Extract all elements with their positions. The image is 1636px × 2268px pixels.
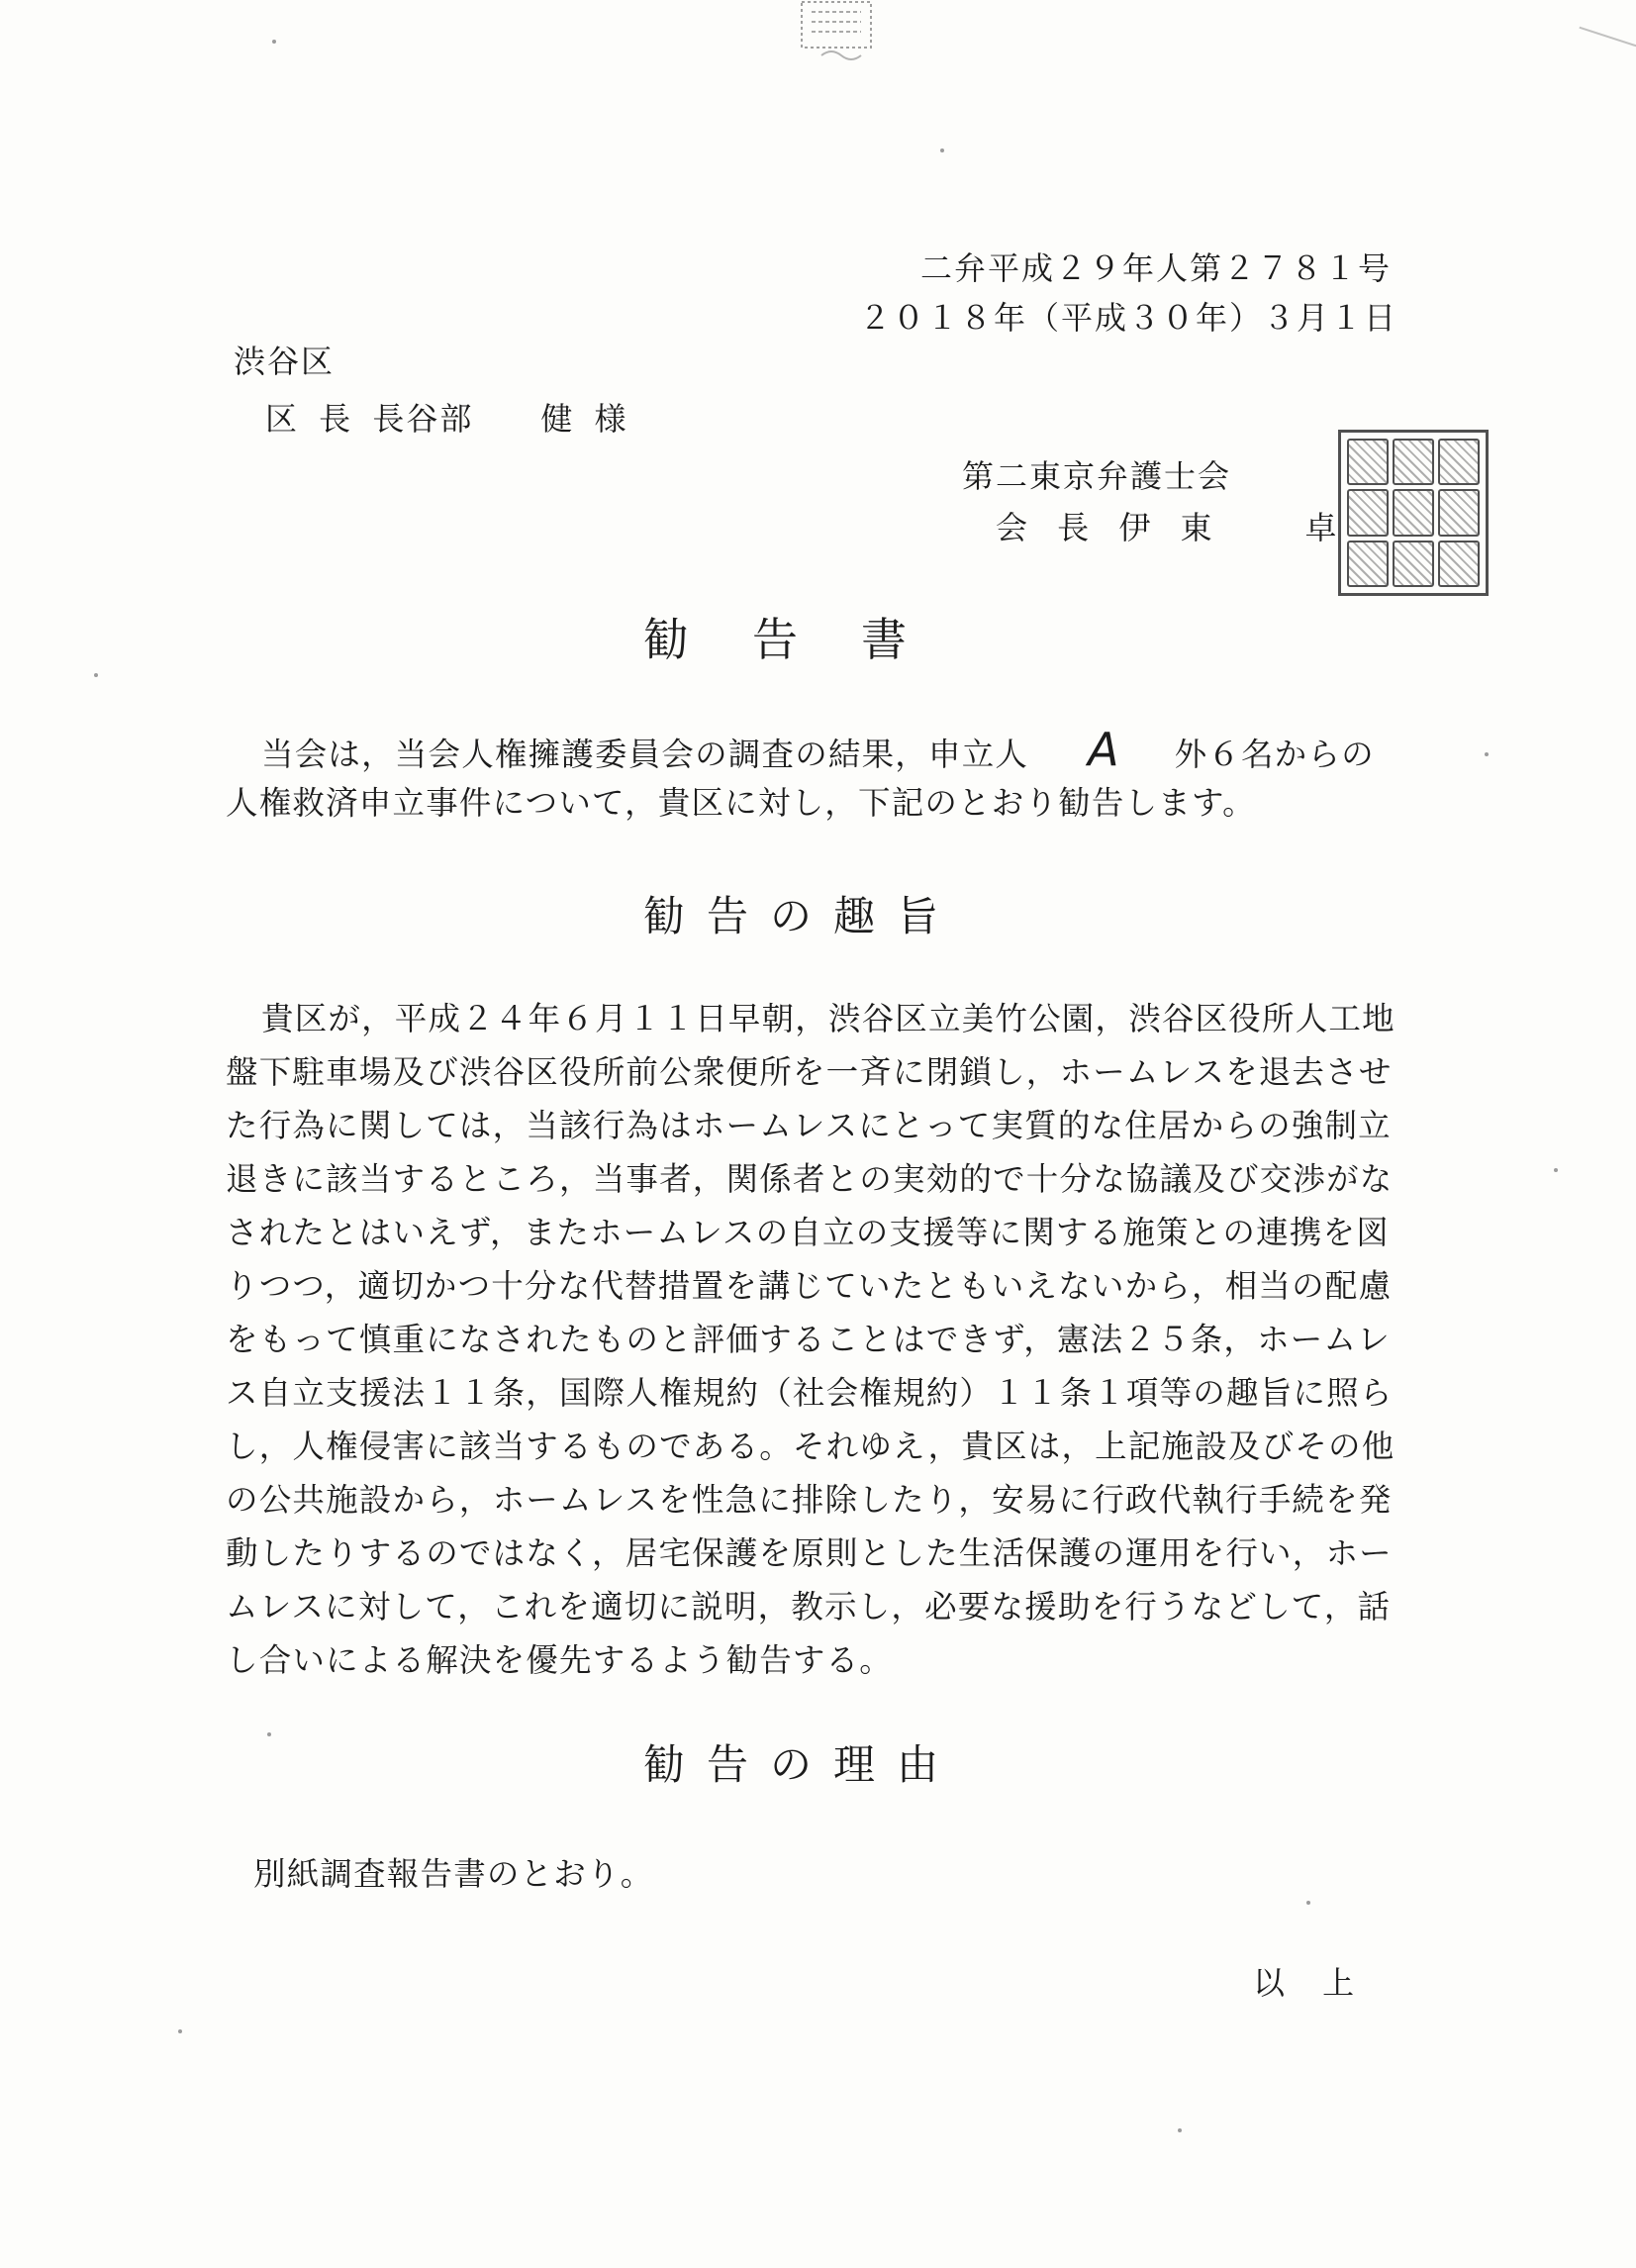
intro-line-2: 人権救済申立事件について，貴区に対し，下記のとおり勧告します。 — [226, 784, 1256, 822]
purpose-line: をもって慎重になされたものと評価することはできず，憲法２５条，ホームレ — [226, 1321, 1391, 1358]
received-stamp-mark — [792, 0, 887, 67]
purpose-line: 貴区が，平成２４年６月１１日早朝，渋谷区立美竹公園，渋谷区役所人工地 — [261, 1000, 1395, 1037]
section-heading-purpose: 勧告の趣旨 — [643, 892, 961, 940]
document-number: 二弁平成２９年人第２７８１号 — [920, 249, 1393, 287]
purpose-line: 動したりするのではなく，居宅保護を原則とした生活保護の運用を行い，ホー — [226, 1534, 1393, 1572]
sender-name: 会 長 伊 東 卓 — [996, 509, 1347, 546]
purpose-line: の公共施設から，ホームレスを性急に排除したり，安易に行政代執行手続を発 — [226, 1481, 1393, 1519]
official-seal — [1338, 430, 1489, 596]
purpose-line: ムレスに対して，これを適切に説明，教示し，必要な援助を行うなどして，話 — [226, 1588, 1392, 1626]
purpose-line: し合いによる解決を優先するよう勧告する。 — [226, 1641, 894, 1679]
document-date: ２０１８年（平成３０年）３月１日 — [859, 299, 1398, 337]
purpose-line: 退きに該当するところ，当事者，関係者との実効的で十分な協議及び交渉がな — [226, 1160, 1394, 1198]
reason-line: 別紙調査報告書のとおり。 — [253, 1855, 654, 1893]
purpose-line: た行為に関しては，当該行為はホームレスにとって実質的な住居からの強制立 — [226, 1107, 1392, 1144]
section-heading-reason: 勧告の理由 — [643, 1740, 961, 1789]
purpose-line: ス自立支援法１１条，国際人権規約（社会権規約）１１条１項等の趣旨に照ら — [226, 1374, 1394, 1412]
recipient-ward: 渋谷区 — [234, 343, 336, 380]
intro-line-1 — [261, 723, 1375, 776]
sender-organization: 第二東京弁護士会 — [962, 457, 1232, 495]
intro-text-after: 外６名からの — [1174, 736, 1375, 773]
applicant-handwritten-mark: A — [1088, 723, 1119, 776]
document-title: 勧告書 — [643, 613, 970, 666]
recipient-name: 区 長 長谷部 健 様 — [265, 400, 628, 438]
purpose-line: し，人権侵害に該当するものである。それゆえ，貴区は，上記施設及びその他 — [226, 1428, 1395, 1465]
purpose-line: りつつ，適切かつ十分な代替措置を講じていたともいえないから，相当の配慮 — [226, 1267, 1393, 1305]
intro-text-before: 当会は，当会人権擁護委員会の調査の結果，申立人 — [261, 736, 1029, 773]
purpose-line: 盤下駐車場及び渋谷区役所前公衆便所を一斉に閉鎖し，ホームレスを退去させ — [226, 1053, 1393, 1091]
purpose-line: されたとはいえず，またホームレスの自立の支援等に関する施策との連携を図 — [226, 1214, 1390, 1251]
page-fold-mark — [1579, 0, 1636, 52]
closing-mark: 以 上 — [1253, 1964, 1369, 2002]
